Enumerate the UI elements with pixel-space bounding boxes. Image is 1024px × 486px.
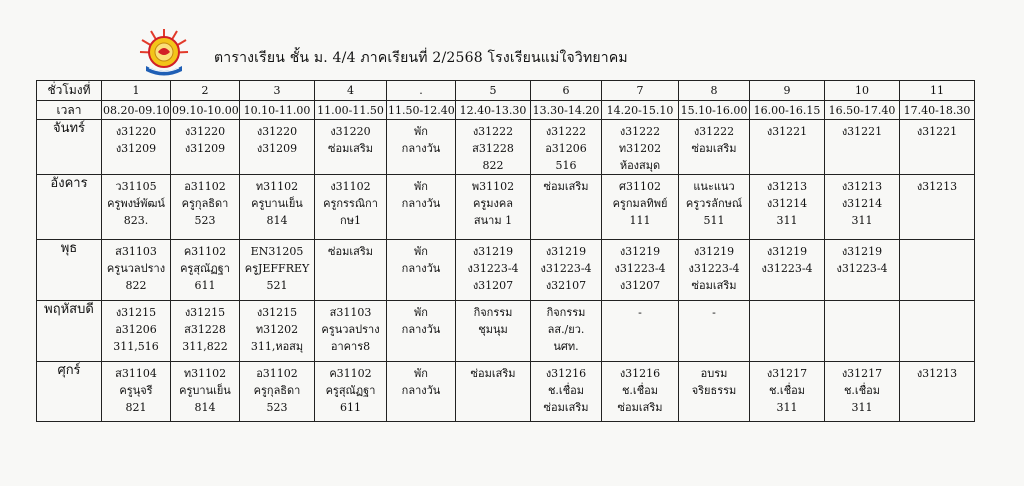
cell-text: ง31213	[916, 367, 958, 380]
cell-text: ง31217	[841, 367, 883, 380]
cell-text: อ31102	[256, 367, 298, 380]
timetable-cell	[456, 240, 531, 301]
cell-text: ชุมนุม	[478, 323, 508, 336]
cell-text: ซ่อมเสริม	[328, 245, 373, 258]
cell-text: 523	[194, 214, 216, 227]
timetable-cell	[531, 240, 602, 301]
cell-text: ง31214	[841, 197, 883, 210]
cell-text: กลางวัน	[401, 323, 441, 336]
cell-text: 814	[194, 401, 216, 414]
cell-text: อ31102	[184, 180, 226, 193]
cell-text: ครูบานเย็น	[179, 384, 231, 397]
timetable-cell	[900, 301, 975, 362]
cell-text: ส31103	[329, 306, 372, 319]
cell-text: ง31223-4	[688, 262, 740, 275]
timetable-cell	[240, 301, 315, 362]
cell-text: ครูกุลธิดา	[253, 384, 301, 397]
timetable-cell	[750, 120, 825, 175]
cell-text: ครูนุจรี	[119, 384, 153, 397]
cell-text: ส31104	[115, 367, 157, 380]
period-time: 11.00-11.50	[315, 101, 387, 120]
period-number: 9	[750, 81, 825, 101]
day-name: อังคาร	[37, 175, 102, 240]
cell-text: ง31220	[256, 125, 298, 138]
cell-text: ครูบานเย็น	[251, 197, 303, 210]
cell-text: 611	[340, 401, 361, 414]
cell-text: ง31213	[766, 180, 808, 193]
timetable-cell	[240, 362, 315, 422]
timetable-cell	[456, 301, 531, 362]
cell-text: ง31207	[472, 279, 514, 292]
cell-text: 821	[125, 401, 147, 414]
timetable-cell	[171, 120, 240, 175]
time-label: เวลา	[37, 101, 102, 120]
timetable-cell	[679, 362, 750, 422]
cell-text: ครูนวลปราง	[106, 262, 166, 275]
cell-text: ง31215	[115, 306, 157, 319]
period-label: ชั่วโมงที่	[37, 81, 102, 101]
cell-text: 523	[266, 401, 288, 414]
cell-text: ง31216	[619, 367, 661, 380]
cell-text: กลางวัน	[401, 262, 441, 275]
cell-text: ห้องสมุด	[619, 159, 661, 172]
period-number: 4	[315, 81, 387, 101]
cell-text: ง31223-4	[540, 262, 592, 275]
cell-text: ง31217	[766, 367, 808, 380]
day-name: พฤหัสบดี	[37, 301, 102, 362]
period-number: 8	[679, 81, 750, 101]
cell-text: ง31207	[619, 279, 661, 292]
timetable-cell	[825, 301, 900, 362]
cell-text: 111	[629, 214, 651, 227]
cell-text: ง31214	[766, 197, 808, 210]
cell-text: สนาม 1	[473, 214, 513, 227]
cell-text: ง31219	[619, 245, 661, 258]
period-number: 6	[531, 81, 602, 101]
cell-text: 521	[266, 279, 288, 292]
cell-text: พัก	[414, 245, 428, 258]
period-time: 10.10-11.00	[240, 101, 315, 120]
cell-text: 511	[703, 214, 725, 227]
cell-text: ซ่อมเสริม	[470, 367, 516, 380]
day-row	[37, 120, 975, 175]
cell-text: ง31221	[766, 125, 808, 138]
cell-text: 516	[555, 159, 577, 172]
cell-text: ง31209	[115, 142, 157, 155]
timetable-cell	[679, 120, 750, 175]
cell-text: ง31215	[256, 306, 298, 319]
timetable-cell	[750, 301, 825, 362]
timetable-cell	[531, 175, 602, 240]
cell-text: 311	[776, 401, 798, 414]
timetable-cell	[602, 240, 679, 301]
cell-text: ง31219	[472, 245, 514, 258]
period-time: 12.40-13.30	[456, 101, 531, 120]
cell-text: EN31205	[250, 245, 304, 258]
cell-text: ง31221	[841, 125, 883, 138]
cell-text: กิจกรรม	[473, 306, 513, 319]
cell-text: ง31223-4	[761, 262, 813, 275]
cell-text: ซ่อมเสริม	[543, 180, 589, 193]
timetable-cell	[102, 301, 171, 362]
cell-text: พัก	[414, 125, 428, 138]
period-time: 16.50-17.40	[825, 101, 900, 120]
cell-text: ช.เชื่อม	[768, 384, 806, 397]
cell-text: ง31223-4	[467, 262, 519, 275]
cell-text: 311	[851, 401, 873, 414]
timetable-cell	[531, 362, 602, 422]
cell-text: -	[638, 306, 642, 319]
cell-text: ซ่อมเสริม	[328, 142, 373, 155]
timetable-cell	[750, 362, 825, 422]
period-time: 08.20-09.10	[102, 101, 171, 120]
cell-text: ง31219	[693, 245, 735, 258]
timetable-cell	[240, 120, 315, 175]
cell-text: ส31228	[472, 142, 514, 155]
day-row	[37, 301, 975, 362]
cell-text: นศท.	[553, 340, 579, 353]
cell-text: แนะแนว	[693, 180, 735, 193]
cell-text: ง32107	[545, 279, 587, 292]
cell-text: ง31102	[330, 180, 371, 193]
cell-text: ครูวรลักษณ์	[685, 197, 743, 210]
cell-text: ครูJEFFREY	[244, 262, 310, 275]
cell-text: 611	[194, 279, 216, 292]
cell-text: พ31102	[471, 180, 515, 193]
school-emblem-icon	[137, 26, 191, 80]
timetable-cell	[387, 301, 456, 362]
day-name: พุธ	[37, 240, 102, 301]
timetable-cell	[102, 240, 171, 301]
cell-text: พัก	[414, 306, 428, 319]
cell-text: ง31213	[841, 180, 883, 193]
cell-text: 311	[851, 214, 873, 227]
timetable-cell	[315, 175, 387, 240]
period-number: 2	[171, 81, 240, 101]
cell-text: อ31206	[115, 323, 157, 336]
timetable-cell	[102, 175, 171, 240]
cell-text: กษ1	[340, 214, 361, 227]
cell-text: ง31216	[545, 367, 587, 380]
timetable-cell	[602, 120, 679, 175]
cell-text: ซ่อมเสริม	[691, 142, 737, 155]
timetable-cell	[171, 362, 240, 422]
timetable-cell	[171, 240, 240, 301]
timetable-cell	[602, 175, 679, 240]
period-time: 17.40-18.30	[900, 101, 975, 120]
day-name: จันทร์	[37, 120, 102, 175]
cell-text: 823.	[123, 214, 149, 227]
timetable-cell	[315, 362, 387, 422]
timetable-cell	[456, 175, 531, 240]
cell-text: ช.เชื่อม	[547, 384, 585, 397]
timetable-cell	[240, 240, 315, 301]
timetable-cell	[102, 120, 171, 175]
timetable-cell	[679, 240, 750, 301]
timetable-cell	[825, 120, 900, 175]
cell-text: ว31105	[115, 180, 157, 193]
cell-text: ท31102	[183, 367, 227, 380]
timetable-cell	[456, 120, 531, 175]
cell-text: ครูสุณัฏฐา	[180, 262, 230, 275]
cell-text: อบรม	[700, 367, 728, 380]
cell-text: ง31213	[916, 180, 958, 193]
period-number: 11	[900, 81, 975, 101]
cell-text: ง31220	[184, 125, 226, 138]
timetable-cell	[900, 120, 975, 175]
period-number: .	[387, 81, 456, 101]
cell-text: 311,822	[182, 340, 228, 353]
cell-text: ง31223-4	[836, 262, 888, 275]
cell-text: ครูมงคล	[473, 197, 513, 210]
period-time: 09.10-10.00	[171, 101, 240, 120]
timetable-cell	[900, 362, 975, 422]
timetable-cell	[750, 175, 825, 240]
timetable-cell	[387, 240, 456, 301]
timetable	[36, 80, 975, 422]
timetable-cell	[456, 362, 531, 422]
timetable-cell	[531, 120, 602, 175]
cell-text: ค31102	[183, 245, 227, 258]
timetable-cell	[102, 362, 171, 422]
cell-text: กลางวัน	[401, 384, 441, 397]
day-row	[37, 362, 975, 422]
period-header-row	[37, 81, 975, 101]
day-row	[37, 175, 975, 240]
period-time: 13.30-14.20	[531, 101, 602, 120]
cell-text: ส31103	[115, 245, 157, 258]
timetable-cell	[315, 240, 387, 301]
cell-text: ลส./ยว.	[547, 323, 585, 336]
cell-text: ง31222	[545, 125, 587, 138]
cell-text: พัก	[414, 367, 428, 380]
cell-text: ครูกุลธิดา	[181, 197, 229, 210]
cell-text: กิจกรรม	[546, 306, 586, 319]
period-number: 1	[102, 81, 171, 101]
cell-text: อ31206	[545, 142, 587, 155]
timetable-cell	[825, 240, 900, 301]
cell-text: กลางวัน	[401, 142, 441, 155]
timetable-cell	[679, 301, 750, 362]
timetable-cell	[602, 362, 679, 422]
cell-text: 311	[776, 214, 798, 227]
cell-text: ซ่อมเสริม	[691, 279, 737, 292]
cell-text: ครูนวลปราง	[321, 323, 380, 336]
cell-text: 814	[266, 214, 288, 227]
cell-text: 311,516	[113, 340, 159, 353]
cell-text: ท31102	[255, 180, 299, 193]
period-time: 15.10-16.00	[679, 101, 750, 120]
cell-text: ง31219	[545, 245, 587, 258]
timetable-cell	[750, 240, 825, 301]
timetable-cell	[171, 175, 240, 240]
period-number: 10	[825, 81, 900, 101]
cell-text: จริยธรรม	[691, 384, 737, 397]
cell-text: พัก	[414, 180, 428, 193]
cell-text: 311,หอสมุ	[250, 340, 304, 353]
timetable-cell	[315, 120, 387, 175]
cell-text: ง31215	[184, 306, 226, 319]
timetable-cell	[171, 301, 240, 362]
cell-text: ค31102	[329, 367, 372, 380]
timetable-cell	[531, 301, 602, 362]
timetable-cell	[825, 362, 900, 422]
cell-text: ส31228	[184, 323, 226, 336]
cell-text: ช.เชื่อม	[621, 384, 659, 397]
timetable-cell	[240, 175, 315, 240]
cell-text: -	[712, 306, 716, 319]
cell-text: ครูกรรณิกา	[323, 197, 378, 210]
cell-text: 822	[125, 279, 147, 292]
timetable-cell	[602, 301, 679, 362]
cell-text: ง31220	[330, 125, 371, 138]
timetable-cell	[825, 175, 900, 240]
timetable-cell	[387, 175, 456, 240]
timetable-cell	[387, 120, 456, 175]
period-number: 3	[240, 81, 315, 101]
day-name: ศุกร์	[37, 362, 102, 422]
time-row	[37, 101, 975, 120]
cell-text: 822	[482, 159, 504, 172]
period-number: 5	[456, 81, 531, 101]
cell-text: ง31222	[619, 125, 661, 138]
cell-text: กลางวัน	[401, 197, 441, 210]
timetable-cell	[900, 240, 975, 301]
day-row	[37, 240, 975, 301]
cell-text: ง31219	[766, 245, 808, 258]
cell-text: ง31209	[184, 142, 226, 155]
cell-text: ง31221	[916, 125, 958, 138]
timetable-cell	[900, 175, 975, 240]
cell-text: ท31202	[618, 142, 662, 155]
cell-text: อาคาร8	[330, 340, 371, 353]
cell-text: ศ31102	[619, 180, 661, 193]
timetable-cell	[387, 362, 456, 422]
cell-text: ครูสุณัฏฐา	[325, 384, 376, 397]
cell-text: ง31209	[256, 142, 298, 155]
cell-text: ซ่อมเสริม	[543, 401, 589, 414]
cell-text: ง31220	[115, 125, 157, 138]
period-number: 7	[602, 81, 679, 101]
cell-text: ง31222	[693, 125, 735, 138]
cell-text: ง31222	[472, 125, 514, 138]
cell-text: ง31223-4	[614, 262, 666, 275]
period-time: 16.00-16.15	[750, 101, 825, 120]
period-time: 11.50-12.40	[387, 101, 456, 120]
cell-text: ครูพงษ์พัฒน์	[107, 197, 165, 210]
cell-text: ง31219	[841, 245, 883, 258]
cell-text: ซ่อมเสริม	[617, 401, 663, 414]
cell-text: ช.เชื่อม	[843, 384, 881, 397]
timetable-cell	[679, 175, 750, 240]
timetable-cell	[315, 301, 387, 362]
cell-text: ท31202	[255, 323, 299, 336]
cell-text: ครูกมลทิพย์	[612, 197, 668, 210]
period-time: 14.20-15.10	[602, 101, 679, 120]
page-title: ตารางเรียน ชั้น ม. 4/4 ภาคเรียนที่ 2/2568 โรงเรียนแม่ใจวิทยาคม	[214, 50, 628, 66]
